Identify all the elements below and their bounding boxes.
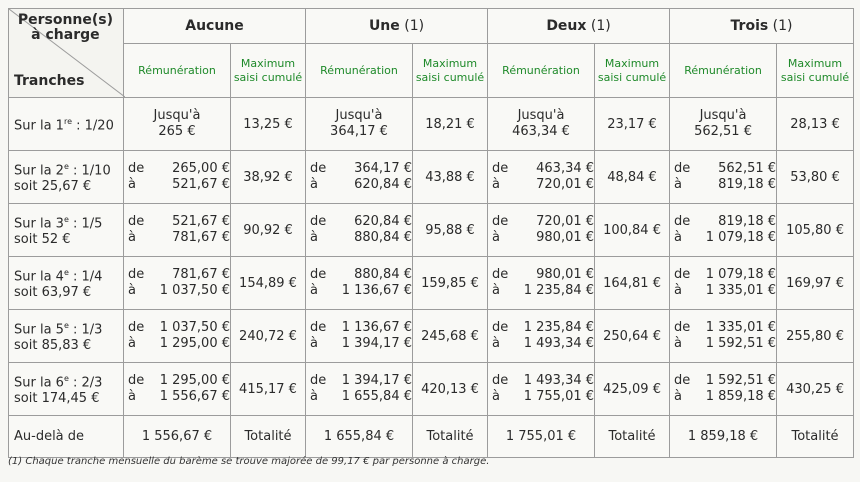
range-amount: 463,34 € [536,161,595,176]
remuneration-subheader: Rémunération [306,44,413,98]
tranche-line: Sur la 2e : 1/10 [14,161,111,179]
range-prefix: de [310,267,327,282]
tranche-line: soit 52 € [14,232,71,248]
remuneration-cell [306,310,413,363]
bareme-table [8,8,854,458]
max-saisi-cell: Totalité [777,416,854,458]
range-prefix: de [128,267,145,282]
table-row [9,204,854,257]
remuneration-cell [306,257,413,310]
range-amount: 1 394,17 € [341,336,412,351]
remuneration-cell [488,363,595,416]
group-header: Deux (1) [488,9,670,44]
range-prefix: à [674,177,682,192]
range-amount: 819,18 € [718,177,777,192]
max-subheader: Maximum saisi cumulé [413,44,488,98]
threshold-amount: 1 556,67 € [141,428,213,444]
tranche-cell [9,257,124,310]
tranche-line: Sur la 4e : 1/4 [14,267,103,285]
remuneration-cell [124,310,231,363]
range-amount: 1 493,34 € [523,336,595,351]
range-prefix: de [674,320,691,335]
max-saisi-cell: 420,13 € [413,363,488,416]
range-prefix: à [128,230,136,245]
range-prefix: à [674,336,682,351]
range-amount: 880,84 € [354,267,412,282]
range-amount: 980,01 € [536,230,595,245]
remuneration-cell [124,204,231,257]
remuneration-cell [670,151,777,204]
max-saisi-cell: 23,17 € [595,98,670,151]
range-prefix: à [310,177,318,192]
table-row [9,257,854,310]
remuneration-cell [306,151,413,204]
remuneration-cell [124,363,231,416]
range-amount: 819,18 € [718,214,777,229]
range-prefix: de [128,161,145,176]
max-saisi-cell: 13,25 € [231,98,306,151]
max-saisi-cell: 18,21 € [413,98,488,151]
range-prefix: de [310,161,327,176]
max-saisi-cell: 169,97 € [777,257,854,310]
range-amount: 265,00 € [172,161,230,176]
range-amount: 521,67 € [172,177,230,192]
tranche-cell [9,151,124,204]
tranche-line: Sur la 3e : 1/5 [14,214,103,232]
range-prefix: à [674,283,682,298]
max-subheader: Maximum saisi cumulé [777,44,854,98]
max-saisi-cell: 95,88 € [413,204,488,257]
range-amount: 1 235,84 € [523,320,595,335]
max-saisi-cell: 53,80 € [777,151,854,204]
range-prefix: à [492,177,500,192]
max-saisi-cell: 159,85 € [413,257,488,310]
range-amount: 980,01 € [536,267,595,282]
range-amount: 1 295,00 € [159,373,230,388]
remuneration-cell [306,416,413,458]
footnote: (1) Chaque tranche mensuelle du barème se trouve majorée de 99,17 € par personne à charge. [8,456,490,467]
table-row [9,363,854,416]
group-header: Une (1) [306,9,488,44]
remuneration-cell [488,151,595,204]
max-saisi-cell: 255,80 € [777,310,854,363]
remuneration-text: Jusqu'à [517,108,565,123]
tranche-cell [9,98,124,151]
max-saisi-cell: 164,81 € [595,257,670,310]
range-amount: 1 136,67 € [341,283,412,298]
range-prefix: à [492,336,500,351]
range-prefix: à [674,389,682,404]
range-prefix: de [674,267,691,282]
max-saisi-cell: Totalité [413,416,488,458]
range-amount: 364,17 € [354,161,412,176]
remuneration-cell [488,416,595,458]
corner-header [9,9,124,98]
remuneration-text: Jusqu'à [153,108,201,123]
range-prefix: à [674,230,682,245]
range-prefix: à [310,336,318,351]
remuneration-text: 562,51 € [694,124,752,139]
tranche-line: Sur la 6e : 2/3 [14,373,103,391]
range-amount: 562,51 € [718,161,777,176]
range-prefix: à [310,389,318,404]
max-saisi-cell: 245,68 € [413,310,488,363]
tranche-line: soit 63,97 € [14,285,92,301]
remuneration-cell [488,204,595,257]
table-row [9,98,854,151]
table-row [9,310,854,363]
range-prefix: à [492,230,500,245]
group-header: Trois (1) [670,9,854,44]
range-prefix: de [310,373,327,388]
range-amount: 1 037,50 € [159,320,230,335]
range-prefix: à [492,389,500,404]
max-subheader: Maximum saisi cumulé [231,44,306,98]
tranche-line: Sur la 5e : 1/3 [14,320,103,338]
max-saisi-cell: 154,89 € [231,257,306,310]
range-amount: 1 235,84 € [523,283,595,298]
max-saisi-cell: Totalité [231,416,306,458]
remuneration-cell [670,310,777,363]
range-amount: 1 592,51 € [705,336,777,351]
range-amount: 1 493,34 € [523,373,595,388]
tranche-cell [9,363,124,416]
range-amount: 1 136,67 € [341,320,412,335]
remuneration-cell [124,257,231,310]
range-prefix: de [674,373,691,388]
tranches-label: Tranches [14,73,85,89]
threshold-amount: 1 755,01 € [505,428,577,444]
range-amount: 720,01 € [536,177,595,192]
range-amount: 1 037,50 € [159,283,230,298]
range-prefix: de [310,214,327,229]
range-amount: 521,67 € [172,214,230,229]
tranche-line: soit 25,67 € [14,179,92,195]
range-prefix: de [492,267,509,282]
range-prefix: de [310,320,327,335]
tranche-cell [9,310,124,363]
threshold-amount: 1 859,18 € [687,428,759,444]
tranche-cell [9,416,124,458]
range-prefix: de [128,373,145,388]
max-saisi-cell: 430,25 € [777,363,854,416]
remuneration-text: Jusqu'à [335,108,383,123]
range-amount: 1 335,01 € [705,320,777,335]
max-saisi-cell: 100,84 € [595,204,670,257]
max-saisi-cell: 28,13 € [777,98,854,151]
range-amount: 1 295,00 € [159,336,230,351]
remuneration-subheader: Rémunération [488,44,595,98]
remuneration-cell [488,310,595,363]
tranche-line: soit 85,83 € [14,338,92,354]
range-amount: 880,84 € [354,230,412,245]
remuneration-cell [488,98,595,151]
range-amount: 781,67 € [172,267,230,282]
range-prefix: à [128,389,136,404]
table-row [9,151,854,204]
max-saisi-cell: 48,84 € [595,151,670,204]
table-row [9,416,854,458]
range-prefix: à [128,283,136,298]
remuneration-subheader: Rémunération [670,44,777,98]
remuneration-text: 364,17 € [330,124,388,139]
range-amount: 1 079,18 € [705,230,777,245]
range-prefix: de [674,161,691,176]
tranche-line: Au-delà de [14,428,85,444]
range-prefix: de [128,320,145,335]
max-saisi-cell: 38,92 € [231,151,306,204]
range-amount: 1 394,17 € [341,373,412,388]
range-prefix: à [128,177,136,192]
dependents-label: Personne(s) à charge [17,12,113,43]
remuneration-cell [124,151,231,204]
tranche-line: Sur la 1re : 1/20 [14,116,114,134]
remuneration-cell [124,98,231,151]
max-saisi-cell: 415,17 € [231,363,306,416]
max-saisi-cell: 425,09 € [595,363,670,416]
max-saisi-cell: Totalité [595,416,670,458]
range-amount: 1 592,51 € [705,373,777,388]
tranche-line: soit 174,45 € [14,391,100,407]
max-saisi-cell: 90,92 € [231,204,306,257]
range-amount: 1 755,01 € [523,389,595,404]
range-prefix: de [492,373,509,388]
range-amount: 781,67 € [172,230,230,245]
remuneration-cell [124,416,231,458]
remuneration-cell [670,257,777,310]
range-prefix: à [310,283,318,298]
remuneration-cell [306,363,413,416]
remuneration-subheader: Rémunération [124,44,231,98]
range-amount: 1 655,84 € [341,389,412,404]
range-amount: 1 859,18 € [705,389,777,404]
range-prefix: à [128,336,136,351]
remuneration-cell [670,416,777,458]
range-amount: 620,84 € [354,177,412,192]
max-saisi-cell: 43,88 € [413,151,488,204]
remuneration-text: 265 € [158,124,196,139]
max-saisi-cell: 240,72 € [231,310,306,363]
tranche-cell [9,204,124,257]
max-saisi-cell: 250,64 € [595,310,670,363]
max-saisi-cell: 105,80 € [777,204,854,257]
range-prefix: de [492,214,509,229]
group-header: Aucune [124,9,306,44]
range-amount: 720,01 € [536,214,595,229]
threshold-amount: 1 655,84 € [323,428,395,444]
range-prefix: de [492,161,509,176]
range-prefix: de [674,214,691,229]
range-amount: 1 079,18 € [705,267,777,282]
remuneration-cell [306,204,413,257]
range-amount: 620,84 € [354,214,412,229]
remuneration-text: Jusqu'à [699,108,747,123]
range-amount: 1 335,01 € [705,283,777,298]
range-prefix: à [492,283,500,298]
range-prefix: de [128,214,145,229]
range-prefix: à [310,230,318,245]
range-prefix: de [492,320,509,335]
remuneration-cell [670,363,777,416]
remuneration-cell [488,257,595,310]
range-amount: 1 556,67 € [159,389,230,404]
remuneration-cell [670,98,777,151]
remuneration-cell [670,204,777,257]
max-subheader: Maximum saisi cumulé [595,44,670,98]
remuneration-text: 463,34 € [512,124,570,139]
remuneration-cell [306,98,413,151]
